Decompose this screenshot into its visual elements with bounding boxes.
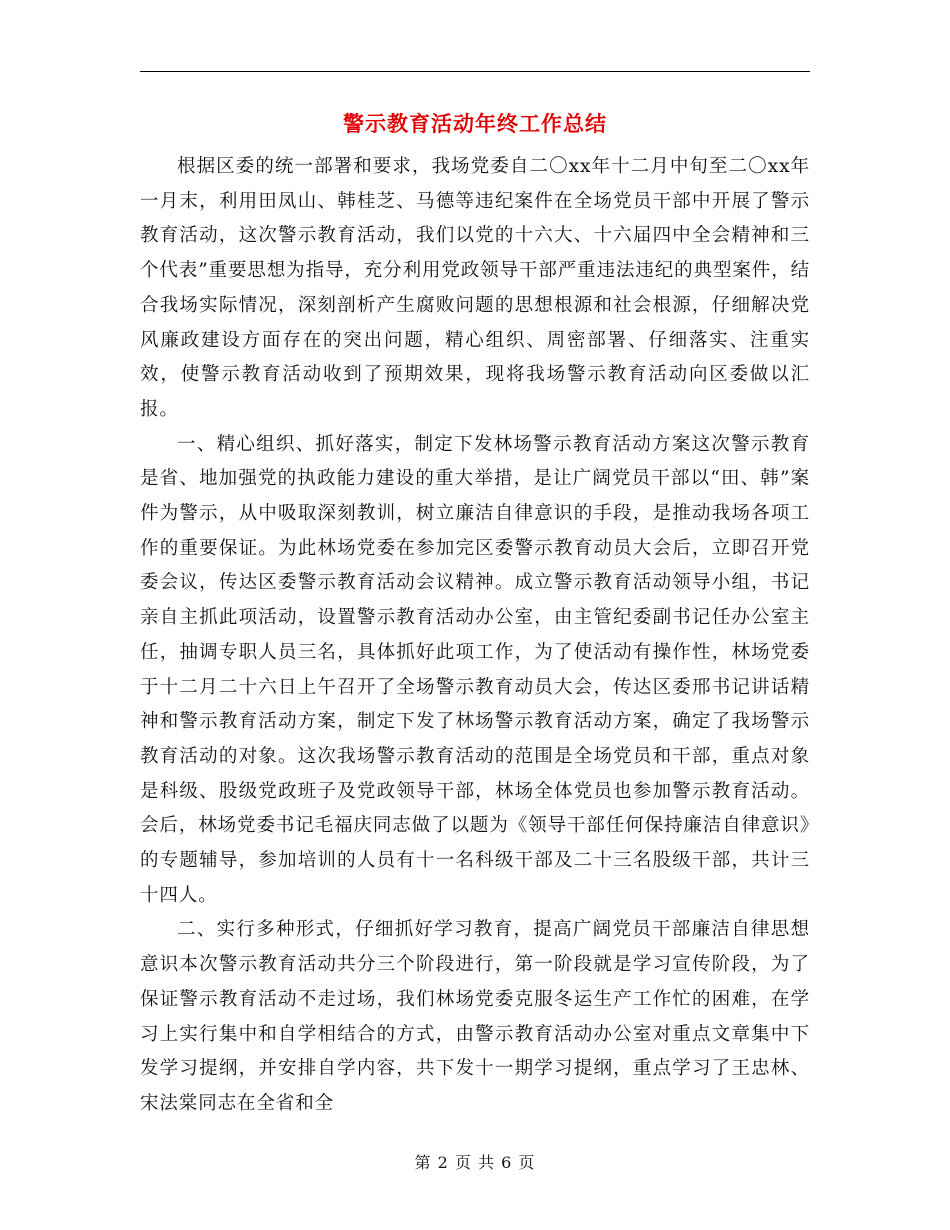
document-title: 警示教育活动年终工作总结	[343, 111, 607, 136]
paragraph-section-2: 二、实行多种形式，仔细抓好学习教育，提高广阔党员干部廉洁自律思想意识本次警示教育活动共分三个阶段进行，第一阶段就是学习宣传阶段，为了保证警示教育活动不走过场，我们林场党委克服冬运生产工作忙的困难，在学习上实行集中和自学相结合的方式，由警示教育活动办公室对重点文章集中下发学习提纲，并安排自学内容，共下发十一期学习提纲，重点学习了王忠林、宋法棠同志在全省和全	[140, 919, 810, 1114]
paragraph-section-1: 一、精心组织、抓好落实，制定下发林场警示教育活动方案这次警示教育是省、地加强党的执政能力建设的重大举措，是让广阔党员干部以“田、韩”案件为警示，从中吸取深刻教训，树立廉洁自律意识的手段，是推动我场各项工作的重要保证。为此林场党委在参加完区委警示教育动员大会后，立即召开党委会议，传达区委警示教育活动会议精神。成立警示教育活动领导小组，书记亲自主抓此项活动，设置警示教育活动办公室，由主管纪委副书记任办公室主任，抽调专职人员三名，具体抓好此项工作，为了使活动有操作性，林场党委于十二月二十六日上午召开了全场警示教育动员大会，传达区委邢书记讲话精神和警示教育活动方案，制定下发了林场警示教育活动方案，确定了我场警示教育活动的对象。这次我场警示教育活动的范围是全场党员和干部，重点对象是科级、股级党政班子及党政领导干部，林场全体党员也参加警示教育活动。会后，林场党委书记毛福庆同志做了以题为《领导干部任何保持廉洁自律意识》的专题辅导，参加培训的人员有十一名科级干部及二十三名股级干部，共计三十四人。	[140, 433, 810, 906]
paragraph-intro: 根据区委的统一部署和要求，我场党委自二〇xx年十二月中旬至二〇xx年一月末，利用田凤山、韩桂芝、马德等违纪案件在全场党员干部中开展了警示教育活动，这次警示教育活动，我们以党的十六大、十六届四中全会精神和三个代表”重要思想为指导，充分利用党政领导干部严重违法违纪的典型案件，结合我场实际情况，深刻剖析产生腐败问题的思想根源和社会根源，仔细解决党风廉政建设方面存在的突出问题，精心组织、周密部署、仔细落实、注重实效，使警示教育活动收到了预期效果，现将我场警示教育活动向区委做以汇报。	[140, 156, 810, 420]
page-number-footer: 第 2 页 共 6 页	[414, 1153, 536, 1172]
document-body	[140, 150, 810, 1122]
header-rule	[140, 71, 810, 72]
